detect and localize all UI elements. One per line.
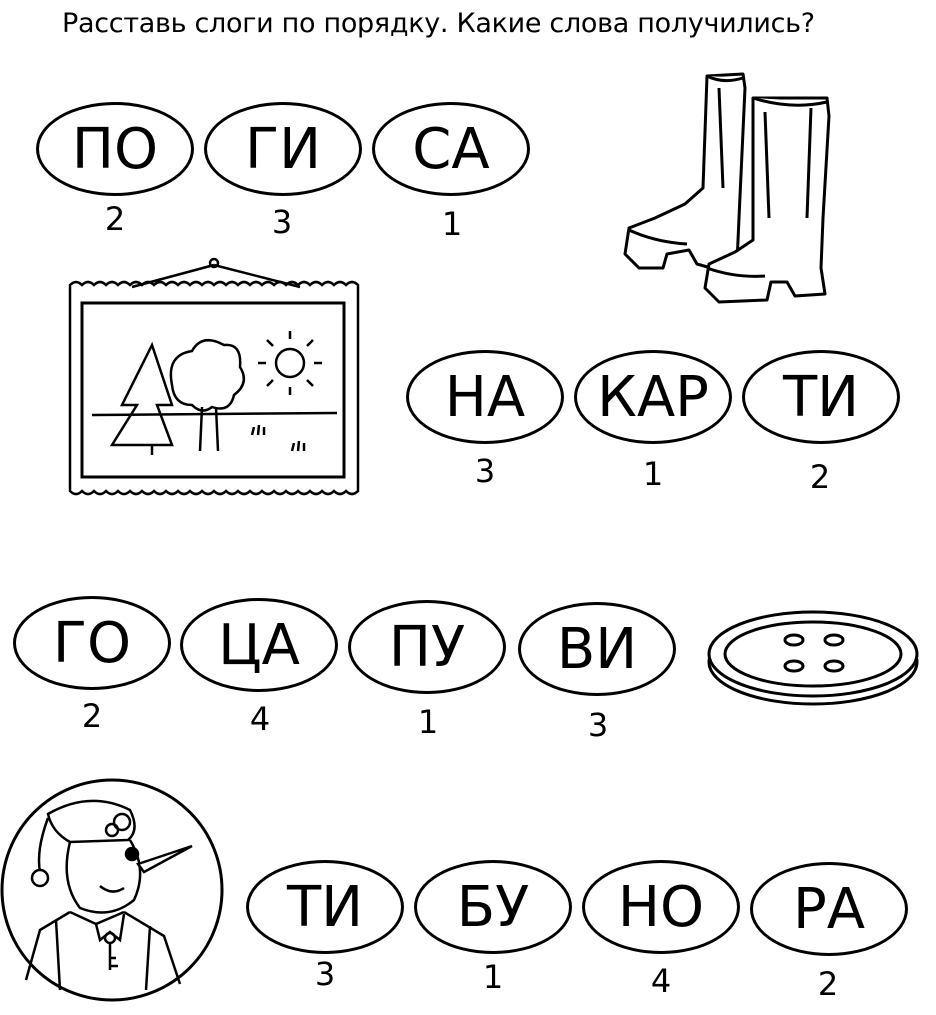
order-number: 1 [482, 958, 504, 996]
instruction-heading: Расставь слоги по порядку. Какие слова получились? [62, 8, 815, 39]
syllable-oval[interactable]: КАР [574, 350, 732, 444]
syllable-oval[interactable]: ПО [36, 102, 194, 196]
syllable-oval[interactable]: НА [406, 350, 564, 444]
order-number: 3 [474, 452, 496, 490]
order-number: 2 [81, 697, 103, 735]
syllable-oval[interactable]: СА [372, 102, 530, 196]
order-number: 4 [650, 962, 672, 1000]
syllable-oval[interactable]: ПУ [348, 600, 506, 694]
order-number: 3 [271, 203, 293, 241]
order-number: 1 [441, 205, 463, 243]
order-number: 3 [314, 955, 336, 993]
order-number: 4 [249, 700, 271, 738]
order-number: 3 [587, 706, 609, 744]
order-number: 2 [104, 200, 126, 238]
pinocchio-illustration [0, 770, 232, 1010]
syllable-oval[interactable]: ВИ [518, 602, 676, 696]
order-number: 2 [809, 458, 831, 496]
painting-illustration [62, 255, 367, 500]
syllable-oval[interactable]: ЦА [180, 598, 338, 692]
boots-illustration [615, 68, 845, 313]
syllable-oval[interactable]: РА [750, 862, 908, 956]
syllable-oval[interactable]: ГО [13, 596, 171, 690]
syllable-oval[interactable]: ТИ [246, 860, 404, 954]
order-number: 1 [417, 703, 439, 741]
syllable-oval[interactable]: НО [582, 860, 740, 954]
order-number: 2 [817, 965, 839, 1003]
button-illustration [700, 600, 930, 710]
syllable-oval[interactable]: БУ [414, 860, 572, 954]
syllable-oval[interactable]: ТИ [742, 350, 900, 444]
syllable-oval[interactable]: ГИ [204, 102, 362, 196]
order-number: 1 [642, 455, 664, 493]
